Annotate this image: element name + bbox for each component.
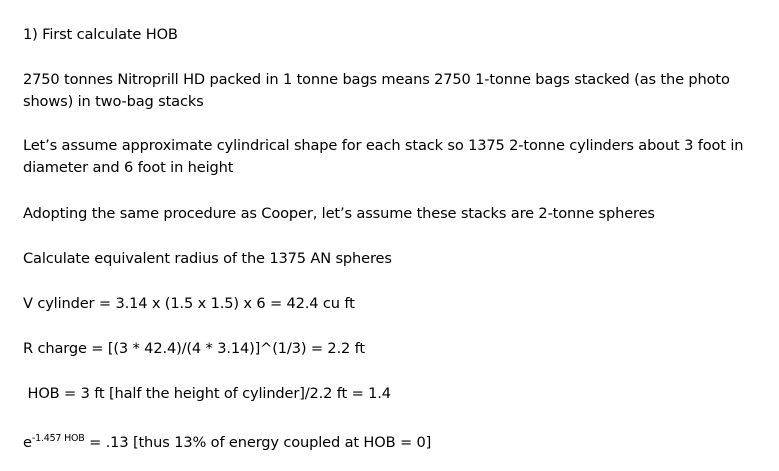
equation-energy-coupling — [23, 428, 431, 454]
paragraph-bags-line-2: shows) in two-bag stacks — [23, 93, 204, 110]
equation-r-charge — [23, 338, 365, 360]
step-heading-text: 1) First calculate HOB — [23, 26, 178, 43]
paragraph-cylinder-line-2: diameter and 6 foot in height — [23, 159, 234, 176]
step-heading — [23, 24, 178, 46]
equation-v-cylinder — [23, 293, 355, 315]
equation-energy-exponent: -1.457 HOB — [31, 433, 85, 444]
equation-r-charge-text: R charge = [(3 * 42.4)/(4 * 3.14)]^(1/3) = 2.2 ft — [23, 340, 365, 357]
paragraph-equivalent-radius — [23, 248, 392, 270]
equation-hob — [23, 383, 391, 405]
equation-hob-text: HOB = 3 ft [half the height of cylinder]/2.2 ft = 1.4 — [23, 385, 391, 402]
equation-energy-base: e — [23, 434, 32, 451]
equation-energy-rest: = .13 [thus 13% of energy coupled at HOB = 0] — [84, 434, 432, 451]
paragraph-cylinder — [23, 135, 743, 179]
paragraph-bags — [23, 69, 730, 113]
paragraph-equivalent-radius-text: Calculate equivalent radius of the 1375 AN spheres — [23, 250, 392, 267]
paragraph-cooper-text: Adopting the same procedure as Cooper, let’s assume these stacks are 2-tonne spheres — [23, 205, 655, 222]
paragraph-cooper — [23, 203, 655, 225]
paragraph-cylinder-line-1: Let’s assume approximate cylindrical shape for each stack so 1375 2-tonne cylinders about 3 foot in — [23, 137, 744, 154]
paragraph-bags-line-1: 2750 tonnes Nitroprill HD packed in 1 tonne bags means 2750 1-tonne bags stacked (as the photo — [23, 71, 730, 88]
equation-v-cylinder-text: V cylinder = 3.14 x (1.5 x 1.5) x 6 = 42.4 cu ft — [23, 295, 355, 312]
